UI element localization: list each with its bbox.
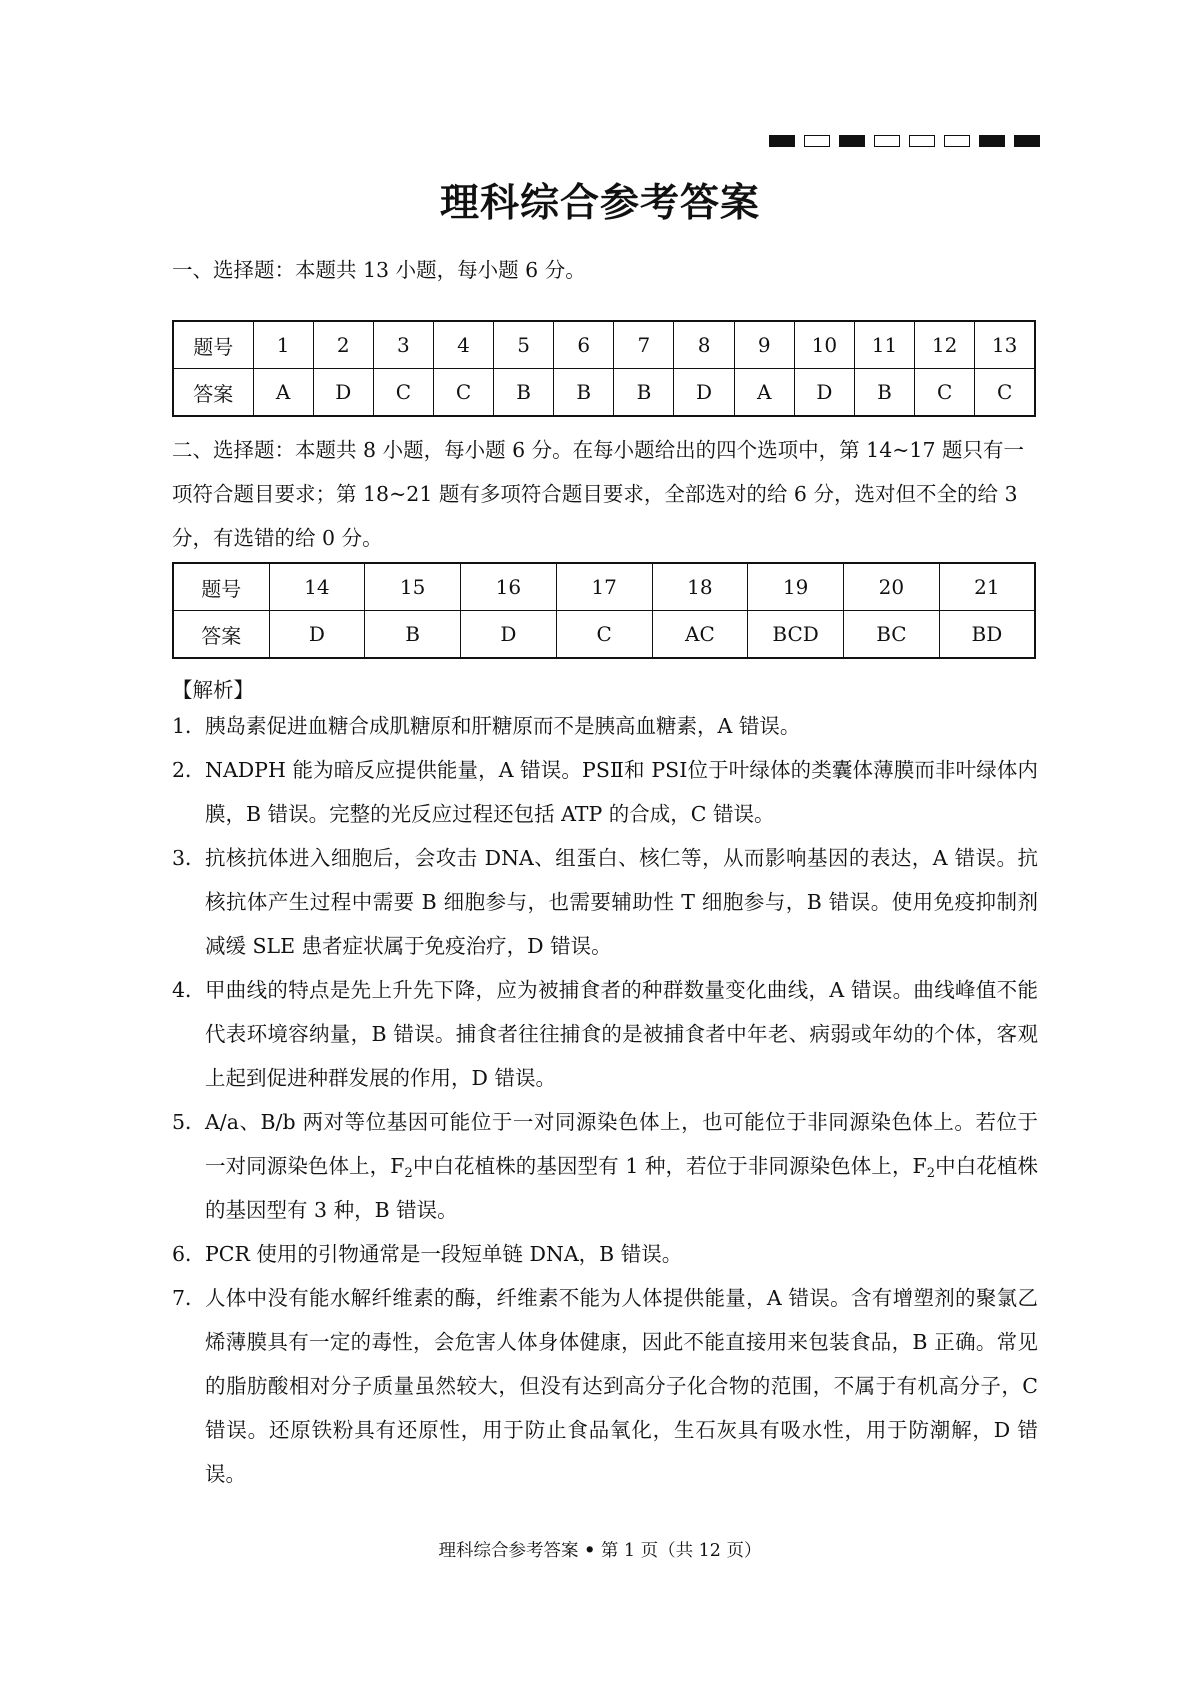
analysis-item: [172, 1232, 1038, 1276]
question-number-cell: 15: [365, 563, 461, 611]
analysis-item: [172, 836, 1038, 968]
question-number-cell: 10: [794, 321, 854, 369]
answer-cell: C: [433, 369, 493, 417]
section2-question-row: [173, 563, 1035, 611]
analysis-item-text: 甲曲线的特点是先上升先下降，应为被捕食者的种群数量变化曲线，A 错误。曲线峰值不能代表环境容纳量，B 错误。捕食者往往捕食的是被捕食者中年老、病弱或年幼的个体，客观上起到促进种群发展的作用，D 错误。: [205, 978, 1038, 1090]
question-number-cell: 13: [975, 321, 1035, 369]
analysis-text-part: 中白花植株的基因型有 1 种，若位于非同源染色体上，F: [412, 1154, 927, 1178]
page-footer: [0, 1537, 1200, 1562]
row-label-answer: 答案: [173, 369, 253, 417]
filled-square-mark: [769, 135, 795, 147]
analysis-item: [172, 748, 1038, 836]
question-number-cell: 6: [554, 321, 614, 369]
section2-answer-table: [172, 562, 1036, 659]
analysis-item: [172, 1100, 1038, 1232]
analysis-item-number: 3．: [172, 846, 206, 870]
answer-cell: C: [975, 369, 1035, 417]
empty-square-mark: [874, 135, 900, 147]
empty-square-mark: [804, 135, 830, 147]
section1-answer-row: [173, 369, 1035, 417]
question-number-cell: 18: [652, 563, 748, 611]
subscript: 2: [404, 1166, 413, 1181]
question-number-cell: 2: [313, 321, 373, 369]
question-number-cell: 12: [915, 321, 975, 369]
question-number-cell: 17: [556, 563, 652, 611]
row-label-answer: 答案: [173, 611, 269, 659]
analysis-label: 【解析】: [172, 678, 254, 702]
analysis-item-text: NADPH 能为暗反应提供能量，A 错误。PSⅡ和 PSⅠ位于叶绿体的类囊体薄膜而非叶绿体内膜，B 错误。完整的光反应过程还包括 ATP 的合成，C 错误。: [205, 758, 1038, 826]
analysis-item-number: 5．: [172, 1110, 206, 1134]
question-number-cell: 3: [373, 321, 433, 369]
analysis-item-number: 1．: [172, 714, 206, 738]
analysis-item-text: 胰岛素促进血糖合成肌糖原和肝糖原而不是胰高血糖素，A 错误。: [205, 714, 801, 738]
footer-page-number: 第 1 页（共 12 页）: [600, 1541, 762, 1561]
question-number-cell: 19: [748, 563, 844, 611]
answer-cell: B: [554, 369, 614, 417]
analysis-item: [172, 1276, 1038, 1496]
answer-cell: C: [373, 369, 433, 417]
analysis-item-number: 4．: [172, 978, 206, 1002]
analysis-item-text: 人体中没有能水解纤维素的酶，纤维素不能为人体提供能量，A 错误。含有增塑剂的聚氯乙烯薄膜具有一定的毒性，会危害人体身体健康，因此不能直接用来包装食品，B 正确。常见的脂肪酸相对分子质量虽然较大，但没有达到高分子化合物的范围，不属于有机高分子，C 错误。还原铁粉具有还原性，用于防止食品氧化，生石灰具有吸水性，用于防潮解，D 错误。: [205, 1286, 1038, 1486]
question-number-cell: 7: [614, 321, 674, 369]
answer-cell: BD: [939, 611, 1035, 659]
header-marks: [769, 135, 1040, 149]
row-label-question: 题号: [173, 321, 253, 369]
section1-question-row: [173, 321, 1035, 369]
question-number-cell: 20: [844, 563, 940, 611]
answer-cell: A: [253, 369, 313, 417]
section1-answer-table: [172, 320, 1036, 417]
question-number-cell: 1: [253, 321, 313, 369]
question-number-cell: 9: [734, 321, 794, 369]
question-number-cell: 4: [433, 321, 493, 369]
answer-cell: A: [734, 369, 794, 417]
section2-heading: 二、选择题：本题共 8 小题，每小题 6 分。在每小题给出的四个选项中，第 14~17 题只有一项符合题目要求；第 18~21 题有多项符合题目要求，全部选对的给 6 分，选对但不全的给 3 分，有选错的给 0 分。: [172, 438, 1025, 550]
page-title: 理科综合参考答案: [439, 180, 760, 226]
empty-square-mark: [909, 135, 935, 147]
analysis-list: [172, 704, 1038, 1496]
answer-cell: C: [556, 611, 652, 659]
answer-cell: D: [674, 369, 734, 417]
answer-cell: BC: [844, 611, 940, 659]
analysis-text-part: A/a、B/b 两对等位基因可能位于一对同源染色体上，也可能位于非同源染色体上。若位于一对同源染色体上，F: [205, 1110, 1038, 1178]
section1-heading: 一、选择题：本题共 13 小题，每小题 6 分。: [172, 258, 586, 282]
footer-bullet: •: [584, 1541, 596, 1561]
answer-cell: D: [794, 369, 854, 417]
subscript: 2: [926, 1166, 936, 1181]
footer-title: 理科综合参考答案: [438, 1541, 579, 1561]
analysis-item: [172, 704, 1038, 748]
analysis-item-text: 抗核抗体进入细胞后，会攻击 DNA、组蛋白、核仁等，从而影响基因的表达，A 错误。抗核抗体产生过程中需要 B 细胞参与，也需要辅助性 T 细胞参与，B 错误。使用免疫抑制剂减缓 SLE 患者症状属于免疫治疗，D 错误。: [205, 846, 1038, 958]
question-number-cell: 5: [494, 321, 554, 369]
filled-square-mark: [1014, 135, 1040, 147]
answer-cell: B: [365, 611, 461, 659]
answer-cell: D: [313, 369, 373, 417]
answer-cell: C: [915, 369, 975, 417]
question-number-cell: 8: [674, 321, 734, 369]
analysis-item-number: 2．: [172, 758, 206, 782]
question-number-cell: 21: [939, 563, 1035, 611]
question-number-cell: 16: [461, 563, 557, 611]
answer-cell: D: [269, 611, 365, 659]
row-label-question: 题号: [173, 563, 269, 611]
filled-square-mark: [979, 135, 1005, 147]
section2-answer-row: [173, 611, 1035, 659]
empty-square-mark: [944, 135, 970, 147]
answer-cell: BCD: [748, 611, 844, 659]
analysis-item-number: 6．: [172, 1242, 206, 1266]
answer-cell: B: [494, 369, 554, 417]
filled-square-mark: [839, 135, 865, 147]
analysis-item: [172, 968, 1038, 1100]
question-number-cell: 14: [269, 563, 365, 611]
analysis-item-number: 7．: [172, 1286, 206, 1310]
analysis-text-part: 中白花植株的基因型有 3 种，B 错误。: [205, 1154, 1039, 1222]
answer-cell: D: [461, 611, 557, 659]
answer-cell: B: [854, 369, 914, 417]
question-number-cell: 11: [854, 321, 914, 369]
analysis-item-text: PCR 使用的引物通常是一段短单链 DNA，B 错误。: [205, 1242, 683, 1266]
answer-cell: B: [614, 369, 674, 417]
answer-cell: AC: [652, 611, 748, 659]
